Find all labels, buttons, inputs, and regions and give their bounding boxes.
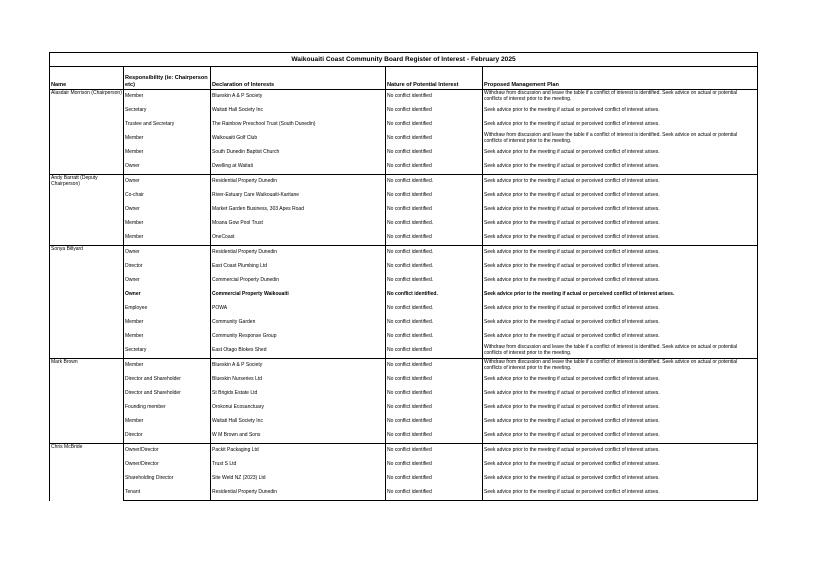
cell-plan: Seek advice prior to the meeting if actual or perceived conflict of interest arises. bbox=[483, 373, 758, 387]
cell-declaration: POWA bbox=[211, 302, 386, 316]
cell-nature: No conflict identified bbox=[386, 359, 483, 374]
cell-plan: Seek advice prior to the meeting if actual or perceived conflict of interest arises. bbox=[483, 415, 758, 429]
member-name: Sonya Billyard bbox=[50, 246, 124, 359]
table-row bbox=[50, 359, 758, 374]
cell-responsibility: Tenant bbox=[124, 486, 211, 501]
cell-plan: Seek advice prior to the meeting if actual or perceived conflict of interest arises. bbox=[483, 203, 758, 217]
cell-declaration: Moana Gow Pool Trust bbox=[211, 217, 386, 231]
cell-responsibility: Director and Shareholder bbox=[124, 373, 211, 387]
cell-nature: No conflict identified. bbox=[386, 288, 483, 302]
cell-declaration: Packit Packaging Ltd bbox=[211, 444, 386, 459]
header-name: Name bbox=[50, 67, 124, 90]
cell-plan: Seek advice prior to the meeting if actual or perceived conflict of interest arises. bbox=[483, 330, 758, 344]
register-sheet bbox=[49, 52, 757, 501]
cell-plan: Seek advice prior to the meeting if actual or perceived conflict of interest arises. bbox=[483, 316, 758, 330]
cell-plan: Seek advice prior to the meeting if actual or perceived conflict of interest arises. bbox=[483, 401, 758, 415]
cell-nature: No conflict identified bbox=[386, 146, 483, 160]
cell-declaration: The Rainbow Preschool Trust (South Dunedin) bbox=[211, 118, 386, 132]
cell-responsibility: Founding member bbox=[124, 401, 211, 415]
cell-nature: No conflict identified bbox=[386, 415, 483, 429]
cell-nature: No conflict identified. bbox=[386, 260, 483, 274]
cell-declaration: Blueskin Nurseries Ltd bbox=[211, 373, 386, 387]
cell-plan: Seek advice prior to the meeting if actual or perceived conflict of interest arises. bbox=[483, 246, 758, 261]
cell-declaration: Trust S Ltd bbox=[211, 458, 386, 472]
cell-nature: No conflict identified bbox=[386, 472, 483, 486]
cell-responsibility: Shareholding Director bbox=[124, 472, 211, 486]
cell-responsibility: Member bbox=[124, 415, 211, 429]
cell-nature: No conflict identified bbox=[386, 387, 483, 401]
cell-nature: No conflict identified. bbox=[386, 217, 483, 231]
cell-responsibility: Director and Shareholder bbox=[124, 387, 211, 401]
cell-nature: No conflict identified bbox=[386, 401, 483, 415]
cell-nature: No conflict identified bbox=[386, 90, 483, 105]
table-row bbox=[50, 104, 758, 118]
table-row bbox=[50, 302, 758, 316]
cell-plan: Withdraw from discussion and leave the table if a conflict of interest is identified. Seek advice on actual or potential conflicts of interest prior to the meeting. bbox=[483, 132, 758, 146]
cell-plan: Withdraw from discussion and leave the table if a conflict of interest is identified. Seek advice on actual or potential conflicts of interest prior to the meeting. bbox=[483, 90, 758, 105]
cell-responsibility: Member bbox=[124, 359, 211, 374]
cell-responsibility: Member bbox=[124, 231, 211, 246]
cell-plan: Seek advice prior to the meeting if actual or perceived conflict of interest arises. bbox=[483, 175, 758, 190]
cell-plan: Seek advice prior to the meeting if actual or perceived conflict of interest arises. bbox=[483, 146, 758, 160]
table-row bbox=[50, 90, 758, 105]
cell-declaration: OneCoast bbox=[211, 231, 386, 246]
cell-declaration: Residential Property Dunedin bbox=[211, 486, 386, 501]
cell-plan: Withdraw from discussion and leave the table if a conflict of interest is identified. Seek advice on actual or potential conflicts of interest prior to the meeting. bbox=[483, 359, 758, 374]
cell-declaration: Site Weld NZ (2023) Ltd bbox=[211, 472, 386, 486]
cell-responsibility: Secretary bbox=[124, 344, 211, 359]
cell-declaration: Residential Property Dunedin bbox=[211, 175, 386, 190]
cell-plan: Seek advice prior to the meeting if actual or perceived conflict of interest arises. bbox=[483, 160, 758, 175]
cell-declaration: St Brigids Estate Ltd bbox=[211, 387, 386, 401]
cell-declaration: East Coast Plumbing Ltd bbox=[211, 260, 386, 274]
cell-responsibility: Member bbox=[124, 330, 211, 344]
member-name: Mark Brown bbox=[50, 359, 124, 444]
cell-responsibility: Employee bbox=[124, 302, 211, 316]
cell-nature: No conflict identified bbox=[386, 458, 483, 472]
cell-declaration: Blueskin A & P Society bbox=[211, 359, 386, 374]
member-name: Alasdair Morrison (Chairperson) bbox=[50, 90, 124, 175]
table-row bbox=[50, 387, 758, 401]
cell-nature: No conflict identified. bbox=[386, 302, 483, 316]
cell-responsibility: Secretary bbox=[124, 104, 211, 118]
table-row bbox=[50, 472, 758, 486]
cell-declaration: Community Garden bbox=[211, 316, 386, 330]
cell-plan: Withdraw from discussion and leave the table if a conflict of interest is identified. Seek advice on actual or potential conflicts of interest prior to the meeting. bbox=[483, 344, 758, 359]
cell-plan: Seek advice prior to the meeting if actual or perceived conflict of interest arises. bbox=[483, 302, 758, 316]
cell-nature: No conflict identified bbox=[386, 132, 483, 146]
cell-nature: No conflict identified bbox=[386, 118, 483, 132]
table-row bbox=[50, 486, 758, 501]
cell-plan: Seek advice prior to the meeting if actual or perceived conflict of interest arises. bbox=[483, 274, 758, 288]
cell-nature: No conflict identified bbox=[386, 203, 483, 217]
cell-responsibility: Owner bbox=[124, 246, 211, 261]
cell-plan: Seek advice prior to the meeting if actual or perceived conflict of interest arises. bbox=[483, 429, 758, 444]
cell-declaration: Commercial Property Dunedin bbox=[211, 274, 386, 288]
cell-declaration: Waitati Hall Society Inc bbox=[211, 104, 386, 118]
cell-nature: No conflict identified. bbox=[386, 274, 483, 288]
table-row bbox=[50, 146, 758, 160]
table-row bbox=[50, 203, 758, 217]
cell-nature: No conflict identified. bbox=[386, 316, 483, 330]
cell-nature: No conflict identified bbox=[386, 231, 483, 246]
cell-plan: Seek advice prior to the meeting if actual or perceived conflict of interest arises. bbox=[483, 288, 758, 302]
table-row bbox=[50, 160, 758, 175]
cell-plan: Seek advice prior to the meeting if actual or perceived conflict of interest arises. bbox=[483, 217, 758, 231]
cell-responsibility: Member bbox=[124, 217, 211, 231]
cell-nature: No conflict identified bbox=[386, 486, 483, 501]
cell-responsibility: Director bbox=[124, 429, 211, 444]
table-row bbox=[50, 246, 758, 261]
cell-responsibility: Member bbox=[124, 146, 211, 160]
member-name: Andy Barratt (Deputy Chairperson) bbox=[50, 175, 124, 246]
table-row bbox=[50, 330, 758, 344]
cell-plan: Seek advice prior to the meeting if actual or perceived conflict of interest arises. bbox=[483, 104, 758, 118]
cell-nature: No conflict identified bbox=[386, 429, 483, 444]
cell-nature: No conflict identified. bbox=[386, 175, 483, 190]
table-row bbox=[50, 429, 758, 444]
table-row bbox=[50, 401, 758, 415]
table-row bbox=[50, 274, 758, 288]
cell-declaration: Waikouaiti Golf Club bbox=[211, 132, 386, 146]
cell-responsibility: Owner/Director bbox=[124, 444, 211, 459]
cell-declaration: Dwelling at Waitati bbox=[211, 160, 386, 175]
cell-plan: Seek advice prior to the meeting if actual or perceived conflict of interest arises. bbox=[483, 444, 758, 459]
cell-plan: Seek advice prior to the meeting if actual or perceived conflict of interest arises. bbox=[483, 472, 758, 486]
header-plan: Proposed Management Plan bbox=[483, 67, 758, 90]
table-row bbox=[50, 458, 758, 472]
member-name: Chris McBride bbox=[50, 444, 124, 501]
cell-responsibility: Owner bbox=[124, 160, 211, 175]
cell-nature: No conflict identified bbox=[386, 444, 483, 459]
cell-declaration: Waitati Hall Society Inc bbox=[211, 415, 386, 429]
cell-responsibility: Member bbox=[124, 316, 211, 330]
header-responsibility: Responsibility (ie: Chairperson etc) bbox=[124, 67, 211, 90]
table-row bbox=[50, 175, 758, 190]
cell-declaration: Community Response Group bbox=[211, 330, 386, 344]
cell-responsibility: Member bbox=[124, 132, 211, 146]
cell-declaration: South Dunedin Baptist Church bbox=[211, 146, 386, 160]
cell-declaration: Market Garden Business, 303 Apes Road bbox=[211, 203, 386, 217]
cell-responsibility: Co-chair bbox=[124, 189, 211, 203]
table-row bbox=[50, 260, 758, 274]
cell-responsibility: Owner bbox=[124, 288, 211, 302]
cell-responsibility: Owner bbox=[124, 274, 211, 288]
header-declaration: Declaration of Interests bbox=[211, 67, 386, 90]
cell-declaration: Commercial Property Waikouaiti bbox=[211, 288, 386, 302]
table-row bbox=[50, 444, 758, 459]
register-body bbox=[50, 90, 758, 501]
cell-responsibility: Owner bbox=[124, 175, 211, 190]
cell-declaration: East Otago Blokes Shed bbox=[211, 344, 386, 359]
register-title: Waikouaiti Coast Community Board Register of Interest - February 2025 bbox=[50, 53, 758, 67]
cell-plan: Seek advice prior to the meeting if actual or perceived conflict of interest arises. bbox=[483, 387, 758, 401]
table-row bbox=[50, 231, 758, 246]
table-row bbox=[50, 316, 758, 330]
table-row bbox=[50, 344, 758, 359]
table-row bbox=[50, 118, 758, 132]
cell-nature: No conflict identified bbox=[386, 189, 483, 203]
register-table bbox=[49, 52, 758, 501]
cell-responsibility: Owner bbox=[124, 203, 211, 217]
cell-declaration: Residential Property Dunedin bbox=[211, 246, 386, 261]
cell-plan: Seek advice prior to the meeting if actual or perceived conflict of interest arises. bbox=[483, 486, 758, 501]
cell-plan: Seek advice prior to the meeting if actual or perceived conflict of interest arises. bbox=[483, 189, 758, 203]
cell-responsibility: Trustee and Secretary bbox=[124, 118, 211, 132]
cell-plan: Seek advice prior to the meeting if actual or perceived conflict of interest arises. bbox=[483, 118, 758, 132]
table-row bbox=[50, 373, 758, 387]
table-row bbox=[50, 189, 758, 203]
table-row bbox=[50, 288, 758, 302]
table-row bbox=[50, 415, 758, 429]
cell-responsibility: Member bbox=[124, 90, 211, 105]
cell-nature: No conflict identified. bbox=[386, 330, 483, 344]
cell-nature: No conflict identified bbox=[386, 104, 483, 118]
cell-declaration: W M Brown and Sons bbox=[211, 429, 386, 444]
cell-nature: No conflict identified bbox=[386, 373, 483, 387]
header-nature: Nature of Potential Interest bbox=[386, 67, 483, 90]
cell-nature: No conflict identified bbox=[386, 344, 483, 359]
table-row bbox=[50, 132, 758, 146]
cell-plan: Seek advice prior to the meeting if actual or perceived conflict of interest arises. bbox=[483, 231, 758, 246]
cell-declaration: Blueskin A & P Society bbox=[211, 90, 386, 105]
cell-responsibility: Director bbox=[124, 260, 211, 274]
cell-declaration: Orokonui Ecosanctuary bbox=[211, 401, 386, 415]
cell-nature: No conflict identified. bbox=[386, 246, 483, 261]
header-row bbox=[50, 67, 758, 90]
table-row bbox=[50, 217, 758, 231]
cell-plan: Seek advice prior to the meeting if actual or perceived conflict of interest arises. bbox=[483, 458, 758, 472]
cell-nature: No conflict identified bbox=[386, 160, 483, 175]
cell-declaration: River-Estuary Care Waikouaiti-Karitane bbox=[211, 189, 386, 203]
cell-plan: Seek advice prior to the meeting if actual or perceived conflict of interest arises. bbox=[483, 260, 758, 274]
cell-responsibility: Owner/Director bbox=[124, 458, 211, 472]
